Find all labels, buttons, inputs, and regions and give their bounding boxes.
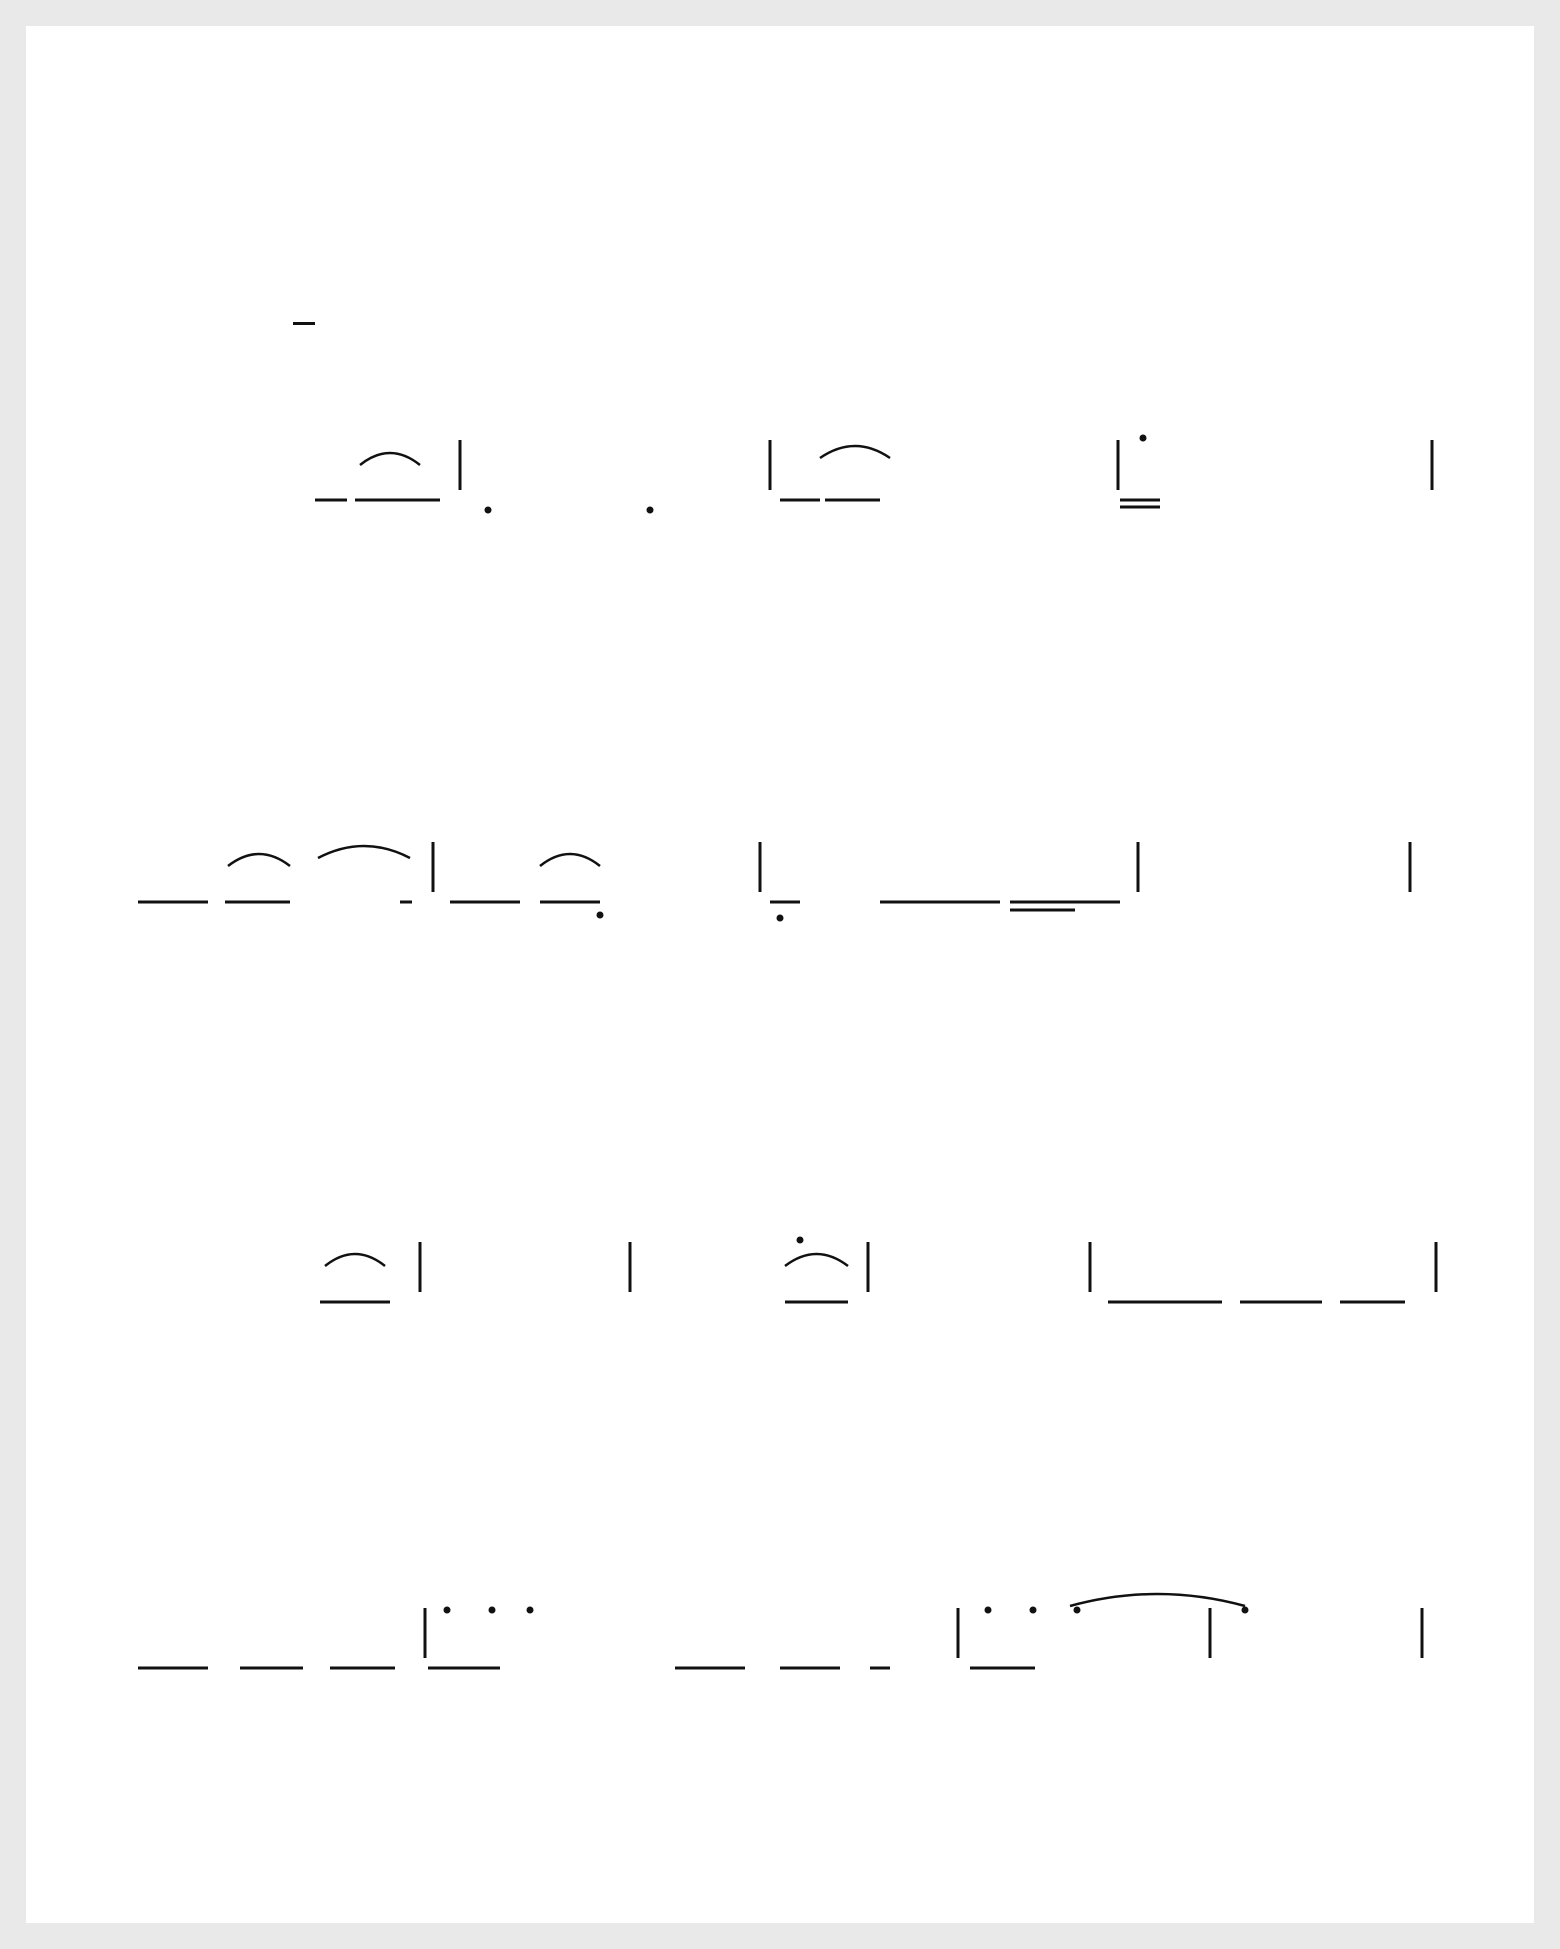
slur [1070, 1594, 1245, 1606]
octave-dot [647, 507, 654, 514]
octave-dot [489, 1607, 496, 1614]
slur [360, 453, 420, 465]
octave-dot [1140, 435, 1147, 442]
slur [318, 846, 410, 858]
slur [820, 446, 890, 458]
octave-dot [527, 1607, 534, 1614]
octave-dot [444, 1607, 451, 1614]
octave-dot [597, 912, 604, 919]
octave-dot [1074, 1607, 1081, 1614]
slur [785, 1254, 848, 1266]
slur [325, 1254, 385, 1266]
slur [228, 854, 290, 866]
octave-dot [777, 915, 784, 922]
octave-dot [1030, 1607, 1037, 1614]
slur [540, 854, 600, 866]
octave-dot [485, 507, 492, 514]
octave-dot [985, 1607, 992, 1614]
octave-dot [797, 1237, 804, 1244]
octave-dot [1242, 1607, 1249, 1614]
